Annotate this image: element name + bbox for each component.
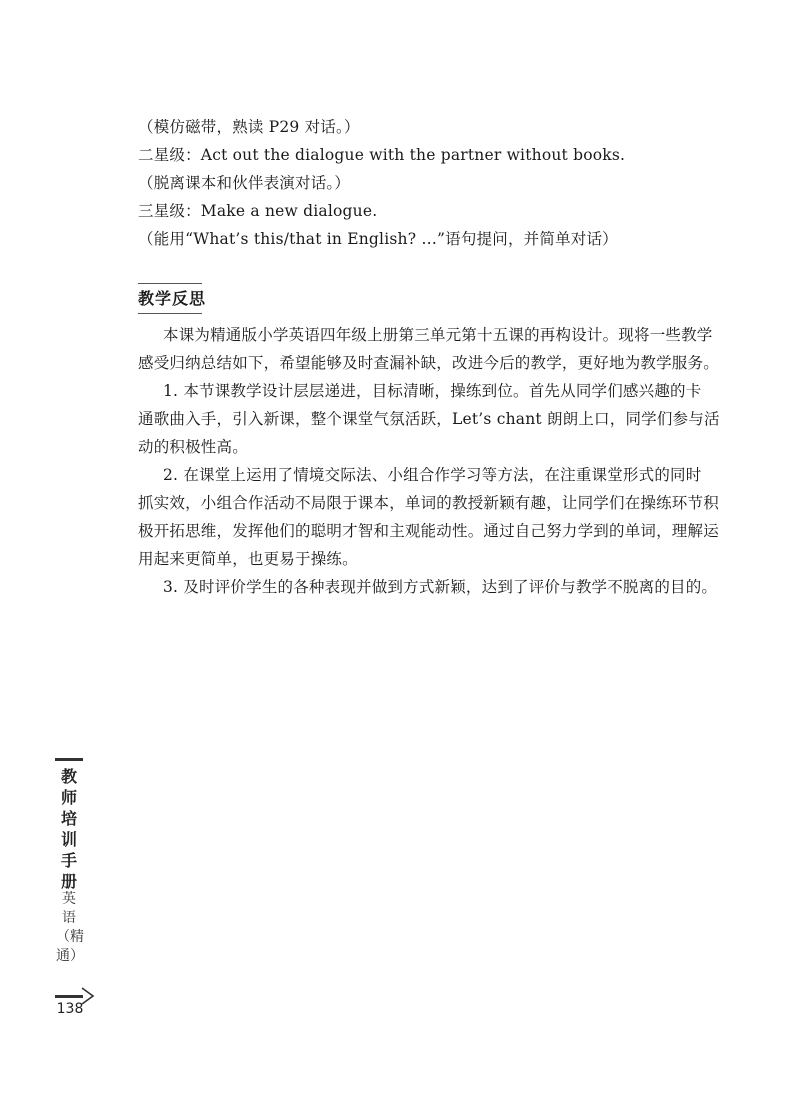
page-number: 138 [56, 1001, 84, 1017]
paragraph-line: 3. 及时评价学生的各种表现并做到方式新颖，达到了评价与教学不脱离的目的。 [163, 578, 718, 596]
text-line: （能用“What’s this/that in English? …”语句提问，并简单对话） [138, 230, 618, 248]
subject-label: 英语（精通） [56, 891, 84, 964]
paragraph-line: 用起来更简单，也更易于操练。 [138, 550, 358, 568]
text-line: 三星级：Make a new dialogue. [138, 202, 378, 220]
paragraph-line: 极开拓思维，发挥他们的聪明才智和主观能动性。通过自己努力学到的单词，理解运 [138, 522, 719, 540]
paragraph-line: 1. 本节课教学设计层层递进，目标清晰，操练到位。首先从同学们感兴趣的卡 [163, 382, 702, 400]
book-title: 教师培训手册 [60, 767, 77, 891]
paragraph-line: 通歌曲入手，引入新课，整个课堂气氛活跃，Let’s chant 朗朗上口，同学们参与活 [138, 410, 720, 428]
section-divider [138, 313, 202, 314]
text-line: （脱离课本和伙伴表演对话。） [138, 174, 351, 192]
text-line: 二星级：Act out the dialogue with the partner without books. [138, 146, 626, 164]
paragraph-line: 感受归纳总结如下，希望能够及时查漏补缺，改进今后的教学，更好地为教学服务。 [138, 354, 719, 372]
section-heading: 教学反思 [138, 289, 207, 308]
paragraph-line: 动的积极性高。 [138, 438, 248, 456]
paragraph-line: 本课为精通版小学英语四年级上册第三单元第十五课的再构设计。现将一些教学 [163, 326, 713, 344]
paragraph-line: 2. 在课堂上运用了情境交际法、小组合作学习等方法，在注重课堂形式的同时 [163, 466, 702, 484]
margin-divider [55, 995, 83, 998]
section-divider [138, 283, 202, 284]
text-line: （模仿磁带，熟读 P29 对话。） [138, 118, 360, 136]
margin-divider [55, 758, 83, 761]
paragraph-line: 抓实效，小组合作活动不局限于课本，单词的教授新颖有趣，让同学们在操练环节积 [138, 494, 719, 512]
